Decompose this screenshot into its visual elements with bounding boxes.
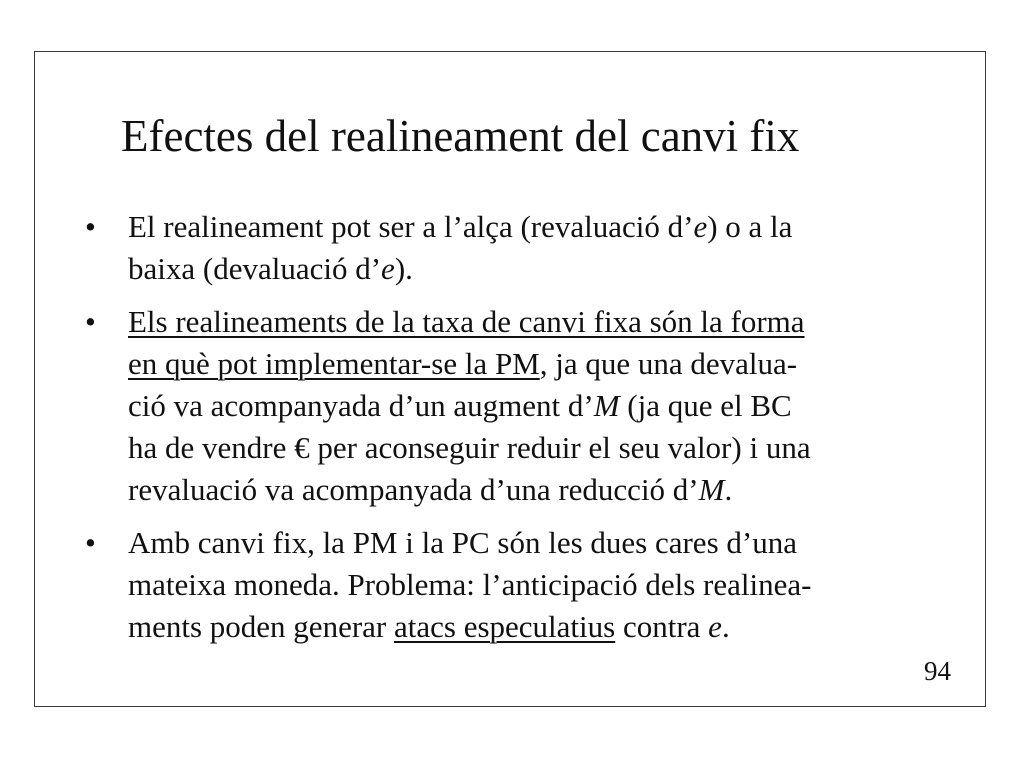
- text-segment: contra: [615, 609, 709, 644]
- text-segment: baixa (devaluació d’: [128, 251, 382, 286]
- bullet-line: [128, 606, 965, 648]
- text-segment: , ja que una devalua-: [539, 346, 798, 381]
- bullet-line: [128, 206, 965, 248]
- text-segment: en què pot implementar-se la PM: [128, 346, 540, 381]
- text-segment: mateixa moneda. Problema: l’anticipació dels realinea-: [128, 567, 812, 602]
- bullet-dot: •: [85, 525, 96, 560]
- text-segment: atacs especulatius: [393, 609, 616, 644]
- bullet-dot: •: [85, 304, 96, 339]
- bullet-line: [128, 248, 965, 290]
- bullet-item: [85, 206, 965, 290]
- text-segment: El realineament pot ser a l’alça (revaluació d’: [128, 209, 694, 244]
- bullet-line: [128, 343, 965, 385]
- slide: [34, 51, 986, 707]
- text-segment: M: [698, 472, 725, 507]
- text-segment: ha de vendre € per aconseguir reduir el seu valor) i una: [128, 430, 811, 465]
- bullet-line: [128, 301, 965, 343]
- bullet-line: [128, 427, 965, 469]
- text-segment: (ja que el BC: [619, 388, 792, 423]
- bullet-line: [128, 469, 965, 511]
- text-segment: M: [593, 388, 620, 423]
- bullet-list: [85, 206, 965, 659]
- text-segment: Els realineaments de la taxa de canvi fixa són la forma: [128, 304, 805, 339]
- text-segment: revaluació va acompanyada d’una reducció d’: [128, 472, 699, 507]
- page-number: 94: [924, 656, 951, 686]
- text-segment: Amb canvi fix, la PM i la PC són les dues cares d’una: [128, 525, 797, 560]
- bullet-dot: •: [85, 209, 96, 244]
- bullet-line: [128, 385, 965, 427]
- text-segment: .: [724, 472, 733, 507]
- slide-title: Efectes del realineament del canvi fix: [121, 111, 800, 161]
- text-segment: ció va acompanyada d’un augment d’: [128, 388, 594, 423]
- text-segment: ments poden generar: [128, 609, 394, 644]
- text-segment: e: [381, 251, 395, 286]
- bullet-line: [128, 564, 965, 606]
- bullet-item: [85, 522, 965, 648]
- text-segment: .: [721, 609, 730, 644]
- bullet-line: [128, 522, 965, 564]
- text-segment: e: [708, 609, 722, 644]
- text-segment: ).: [394, 251, 413, 286]
- text-segment: e: [693, 209, 708, 244]
- text-segment: ) o a la: [707, 209, 793, 244]
- bullet-item: [85, 301, 965, 511]
